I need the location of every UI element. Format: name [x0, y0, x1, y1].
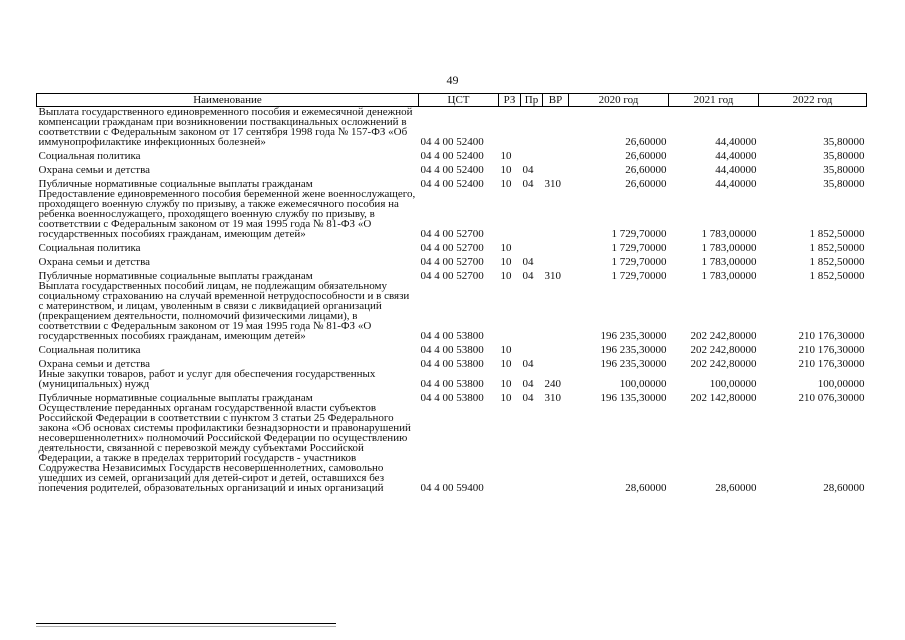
cell-pr [521, 403, 543, 493]
cell-cst: 04 4 00 52400 [420, 178, 484, 190]
cell-cst: 04 4 00 53800 [420, 344, 484, 356]
cell-vr [543, 281, 569, 341]
cell-vr: 310 [544, 270, 561, 282]
table-row [37, 403, 867, 493]
cell-y2020: 196 135,30000 [600, 392, 667, 404]
cell-y2022: 35,80000 [823, 178, 865, 190]
cell-y2021: 1 783,00000 [701, 242, 757, 254]
cell-pr: 04 [522, 164, 534, 176]
cell-name: Социальная политика [38, 344, 141, 356]
cell-pr: 04 [522, 256, 534, 268]
cell-cst: 04 4 00 59400 [420, 482, 484, 494]
cell-name: Предоставление единовременного пособия беременной жене военнослужащего, проходящего военную службу по призыву, а также ежемесячного пособия на ребенка военнослужащего, проходящего военную службу по призыву, в соответствии с Федеральным законом от 19 мая 1995 года № 81-ФЗ «О государственных пособиях гражданам, имеющим детей» [38, 188, 416, 240]
cell-pr [521, 189, 543, 239]
cell-y2020: 196 235,30000 [600, 344, 667, 356]
header-2021: 2021 год [669, 94, 759, 107]
cell-rz: 10 [500, 150, 512, 162]
table-row [37, 341, 867, 355]
cell-name: Социальная политика [38, 150, 141, 162]
cell-y2020: 196 235,30000 [600, 358, 667, 370]
cell-vr [543, 147, 569, 161]
cell-rz: 10 [500, 242, 512, 254]
cell-cst: 04 4 00 52400 [420, 136, 484, 148]
cell-name: Охрана семьи и детства [38, 358, 151, 370]
cell-y2022: 210 176,30000 [798, 330, 865, 342]
cell-pr: 04 [522, 392, 534, 404]
table-row [37, 389, 867, 403]
cell-y2021: 1 783,00000 [701, 256, 757, 268]
cell-name: Осуществление переданных органам государственной власти субъектов Российской Федерации в соответствии с пунктом 3 статьи 25 Федерального закона «Об основах системы профилактики безнадзорности и правонарушений несовершеннолетних» полномочий Российской Федерации по осуществлению деятельности, связанной с перевозкой между субъектами Российской Федерации, а также в пределах территорий государств - участников Содружества Независимых Государств несовершеннолетних, самовольно ушедших из семей, организаций для детей-сирот и детей, оставшихся без попечения родителей, образовательных организаций и иных организаций [38, 402, 411, 494]
cell-name: Публичные нормативные социальные выплаты гражданам [38, 392, 313, 404]
cell-cst: 04 4 00 52400 [420, 164, 484, 176]
cell-name: Публичные нормативные социальные выплаты гражданам [38, 270, 313, 282]
cell-y2021: 202 242,80000 [690, 358, 757, 370]
cell-pr: 04 [522, 378, 534, 390]
cell-vr [543, 189, 569, 239]
cell-y2020: 26,60000 [625, 164, 667, 176]
cell-name: Иные закупки товаров, работ и услуг для обеспечения государственных (муниципальных) нужд [38, 368, 376, 390]
cell-y2020: 196 235,30000 [600, 330, 667, 342]
table-row [37, 175, 867, 189]
cell-y2021: 202 242,80000 [690, 330, 757, 342]
cell-y2021: 1 783,00000 [701, 228, 757, 240]
cell-y2020: 26,60000 [625, 150, 667, 162]
header-cst: ЦСТ [419, 94, 499, 107]
header-2020: 2020 год [569, 94, 669, 107]
table-row [37, 253, 867, 267]
cell-name: Охрана семьи и детства [38, 256, 151, 268]
cell-pr: 04 [522, 178, 534, 190]
cell-cst: 04 4 00 53800 [420, 392, 484, 404]
cell-pr: 04 [522, 270, 534, 282]
cell-vr [543, 107, 569, 148]
cell-y2022: 1 852,50000 [809, 242, 865, 254]
cell-cst: 04 4 00 52700 [420, 228, 484, 240]
cell-cst: 04 4 00 52700 [420, 256, 484, 268]
cell-rz [499, 403, 521, 493]
table-row [37, 239, 867, 253]
cell-cst: 04 4 00 52400 [420, 150, 484, 162]
cell-y2021: 28,60000 [715, 482, 757, 494]
table-row [37, 267, 867, 281]
table-row [37, 161, 867, 175]
header-name: Наименование [37, 94, 419, 107]
cell-name: Социальная политика [38, 242, 141, 254]
cell-rz: 10 [500, 358, 512, 370]
table-row [37, 369, 867, 389]
cell-pr [521, 281, 543, 341]
cell-rz [499, 189, 521, 239]
cell-y2022: 100,00000 [817, 378, 865, 390]
cell-y2022: 35,80000 [823, 164, 865, 176]
cell-vr [543, 239, 569, 253]
table-row [37, 281, 867, 341]
cell-vr [543, 403, 569, 493]
cell-y2022: 1 852,50000 [809, 256, 865, 268]
cell-rz: 10 [500, 344, 512, 356]
cell-vr [543, 355, 569, 369]
table-body [37, 107, 867, 494]
table-row [37, 147, 867, 161]
cell-vr [543, 341, 569, 355]
cell-pr: 04 [522, 358, 534, 370]
cell-pr [521, 107, 543, 148]
cell-name: Выплата государственного единовременного пособия и ежемесячной денежной компенсации гражданам при возникновении поствакцинальных осложнений в соответствии с Федеральным законом от 17 сентября 1998 года № 157-ФЗ «Об иммунопрофилактике инфекционных болезней» [38, 106, 413, 148]
cell-rz: 10 [500, 378, 512, 390]
cell-y2020: 1 729,70000 [611, 270, 667, 282]
cell-rz: 10 [500, 392, 512, 404]
table-header-row [37, 94, 867, 107]
cell-y2021: 44,40000 [715, 136, 757, 148]
header-vr: ВР [543, 94, 569, 107]
cell-cst: 04 4 00 53800 [420, 378, 484, 390]
cell-name: Выплата государственных пособий лицам, не подлежащим обязательному социальному страхованию на случай временной нетрудоспособности и в связи с материнством, и лицам, уволенным в связи с ликвидацией организаций (прекращением деятельности, полномочий физическими лицами), в соответствии с Федеральным законом от 19 мая 1995 года № 81-ФЗ «О государственных пособиях гражданам, имеющим детей» [38, 280, 410, 342]
table-row [37, 355, 867, 369]
cell-cst: 04 4 00 52700 [420, 242, 484, 254]
footer-divider [36, 623, 336, 624]
cell-name: Публичные нормативные социальные выплаты гражданам [38, 178, 313, 190]
cell-cst: 04 4 00 52700 [420, 270, 484, 282]
cell-vr: 310 [544, 178, 561, 190]
cell-y2022: 35,80000 [823, 150, 865, 162]
cell-y2021: 44,40000 [715, 150, 757, 162]
cell-rz [499, 281, 521, 341]
cell-rz [499, 107, 521, 148]
cell-y2020: 26,60000 [625, 178, 667, 190]
cell-y2022: 210 176,30000 [798, 344, 865, 356]
cell-y2020: 1 729,70000 [611, 242, 667, 254]
cell-y2022: 210 076,30000 [798, 392, 865, 404]
cell-vr [543, 253, 569, 267]
cell-y2021: 1 783,00000 [701, 270, 757, 282]
cell-y2022: 28,60000 [823, 482, 865, 494]
header-rz: РЗ [499, 94, 521, 107]
cell-y2020: 1 729,70000 [611, 228, 667, 240]
cell-y2022: 35,80000 [823, 136, 865, 148]
cell-y2021: 202 142,80000 [690, 392, 757, 404]
cell-y2021: 100,00000 [709, 378, 757, 390]
header-pr: Пр [521, 94, 543, 107]
cell-y2020: 26,60000 [625, 136, 667, 148]
cell-y2022: 210 176,30000 [798, 358, 865, 370]
header-2022: 2022 год [759, 94, 867, 107]
table-row [37, 189, 867, 239]
cell-rz: 10 [500, 256, 512, 268]
cell-vr: 310 [544, 392, 561, 404]
cell-rz: 10 [500, 178, 512, 190]
cell-y2020: 100,00000 [619, 378, 667, 390]
cell-rz: 10 [500, 270, 512, 282]
cell-vr: 240 [544, 378, 561, 390]
cell-pr [521, 239, 543, 253]
budget-table [36, 93, 867, 493]
cell-y2021: 202 242,80000 [690, 344, 757, 356]
cell-cst: 04 4 00 53800 [420, 358, 484, 370]
cell-y2020: 1 729,70000 [611, 256, 667, 268]
footer-divider-shadow [36, 626, 336, 627]
page-number: 49 [446, 73, 459, 87]
cell-pr [521, 341, 543, 355]
cell-cst: 04 4 00 53800 [420, 330, 484, 342]
cell-name: Охрана семьи и детства [38, 164, 151, 176]
cell-pr [521, 147, 543, 161]
cell-y2022: 1 852,50000 [809, 228, 865, 240]
table-row [37, 107, 867, 148]
cell-y2021: 44,40000 [715, 164, 757, 176]
cell-rz: 10 [500, 164, 512, 176]
cell-y2021: 44,40000 [715, 178, 757, 190]
cell-vr [543, 161, 569, 175]
cell-y2022: 1 852,50000 [809, 270, 865, 282]
cell-y2020: 28,60000 [625, 482, 667, 494]
